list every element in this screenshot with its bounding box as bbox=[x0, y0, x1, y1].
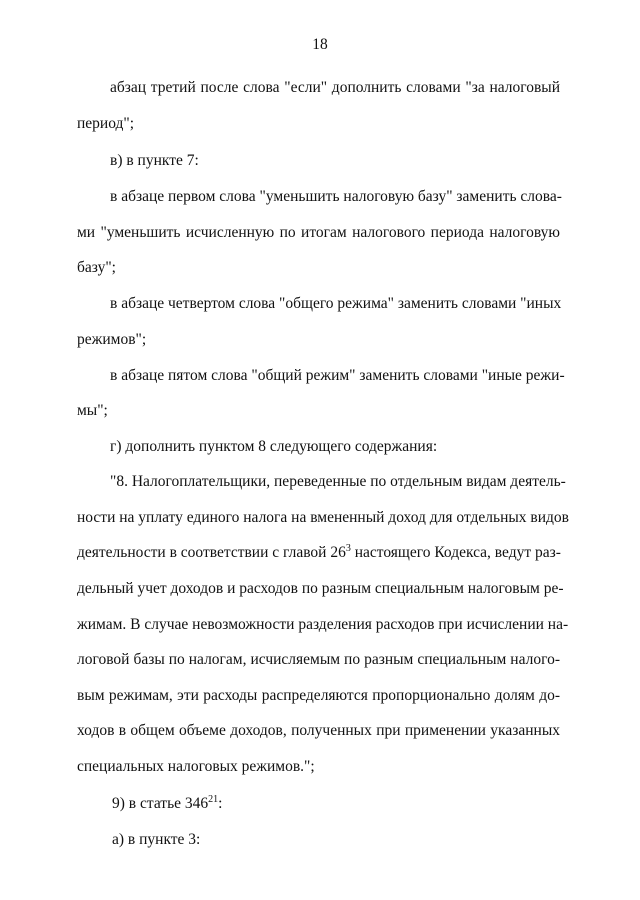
text-line: ности на уплату единого налога на вмененный доход для отдельных видов bbox=[77, 509, 569, 526]
text-line: в абзаце пятом слова "общий режим" заменить словами "иные режи- bbox=[110, 367, 565, 384]
article-superscript: 21 bbox=[208, 794, 219, 805]
page-number: 18 bbox=[312, 36, 328, 53]
text-line: в) в пункте 7: bbox=[110, 152, 199, 169]
text-line: специальных налоговых режимов."; bbox=[77, 758, 315, 775]
text-line: ходов в общем объеме доходов, полученных при применении указанных bbox=[77, 722, 560, 739]
text-segment: : bbox=[218, 795, 223, 812]
text-line bbox=[77, 543, 560, 563]
text-segment: деятельности в соответствии с главой 26 bbox=[77, 544, 346, 561]
text-line: а) в пункте 3: bbox=[112, 831, 201, 848]
text-line: режимов"; bbox=[77, 331, 147, 348]
text-line: логовой базы по налогам, исчисляемым по разным специальным налого- bbox=[77, 651, 560, 668]
text-line: ми "уменьшить исчисленную по итогам налогового периода налоговую bbox=[77, 224, 560, 241]
text-line: жимам. В случае невозможности разделения расходов при исчислении на- bbox=[77, 616, 569, 633]
text-line: мы"; bbox=[77, 402, 108, 419]
text-line: "8. Налогоплательщики, переведенные по отдельным видам деятель- bbox=[110, 473, 566, 490]
text-line: в абзаце первом слова "уменьшить налоговую базу" заменить слова- bbox=[110, 188, 562, 205]
text-line: вым режимам, эти расходы распределяются пропорционально долям до- bbox=[77, 687, 560, 704]
text-line: г) дополнить пунктом 8 следующего содержания: bbox=[110, 438, 438, 455]
text-line bbox=[112, 794, 560, 814]
text-segment: 9) в статье 346 bbox=[112, 795, 209, 812]
chapter-superscript: 3 bbox=[345, 543, 351, 554]
text-line: период"; bbox=[77, 115, 135, 132]
text-line: абзац третий после слова "если" дополнить словами "за налоговый bbox=[110, 79, 560, 96]
text-segment: настоящего Кодекса, ведут раз- bbox=[354, 544, 561, 561]
text-line: дельный учет доходов и расходов по разным специальным налоговым ре- bbox=[77, 580, 564, 597]
text-line: в абзаце четвертом слова "общего режима" заменить словами "иных bbox=[110, 295, 562, 312]
text-line: базу"; bbox=[77, 259, 116, 276]
